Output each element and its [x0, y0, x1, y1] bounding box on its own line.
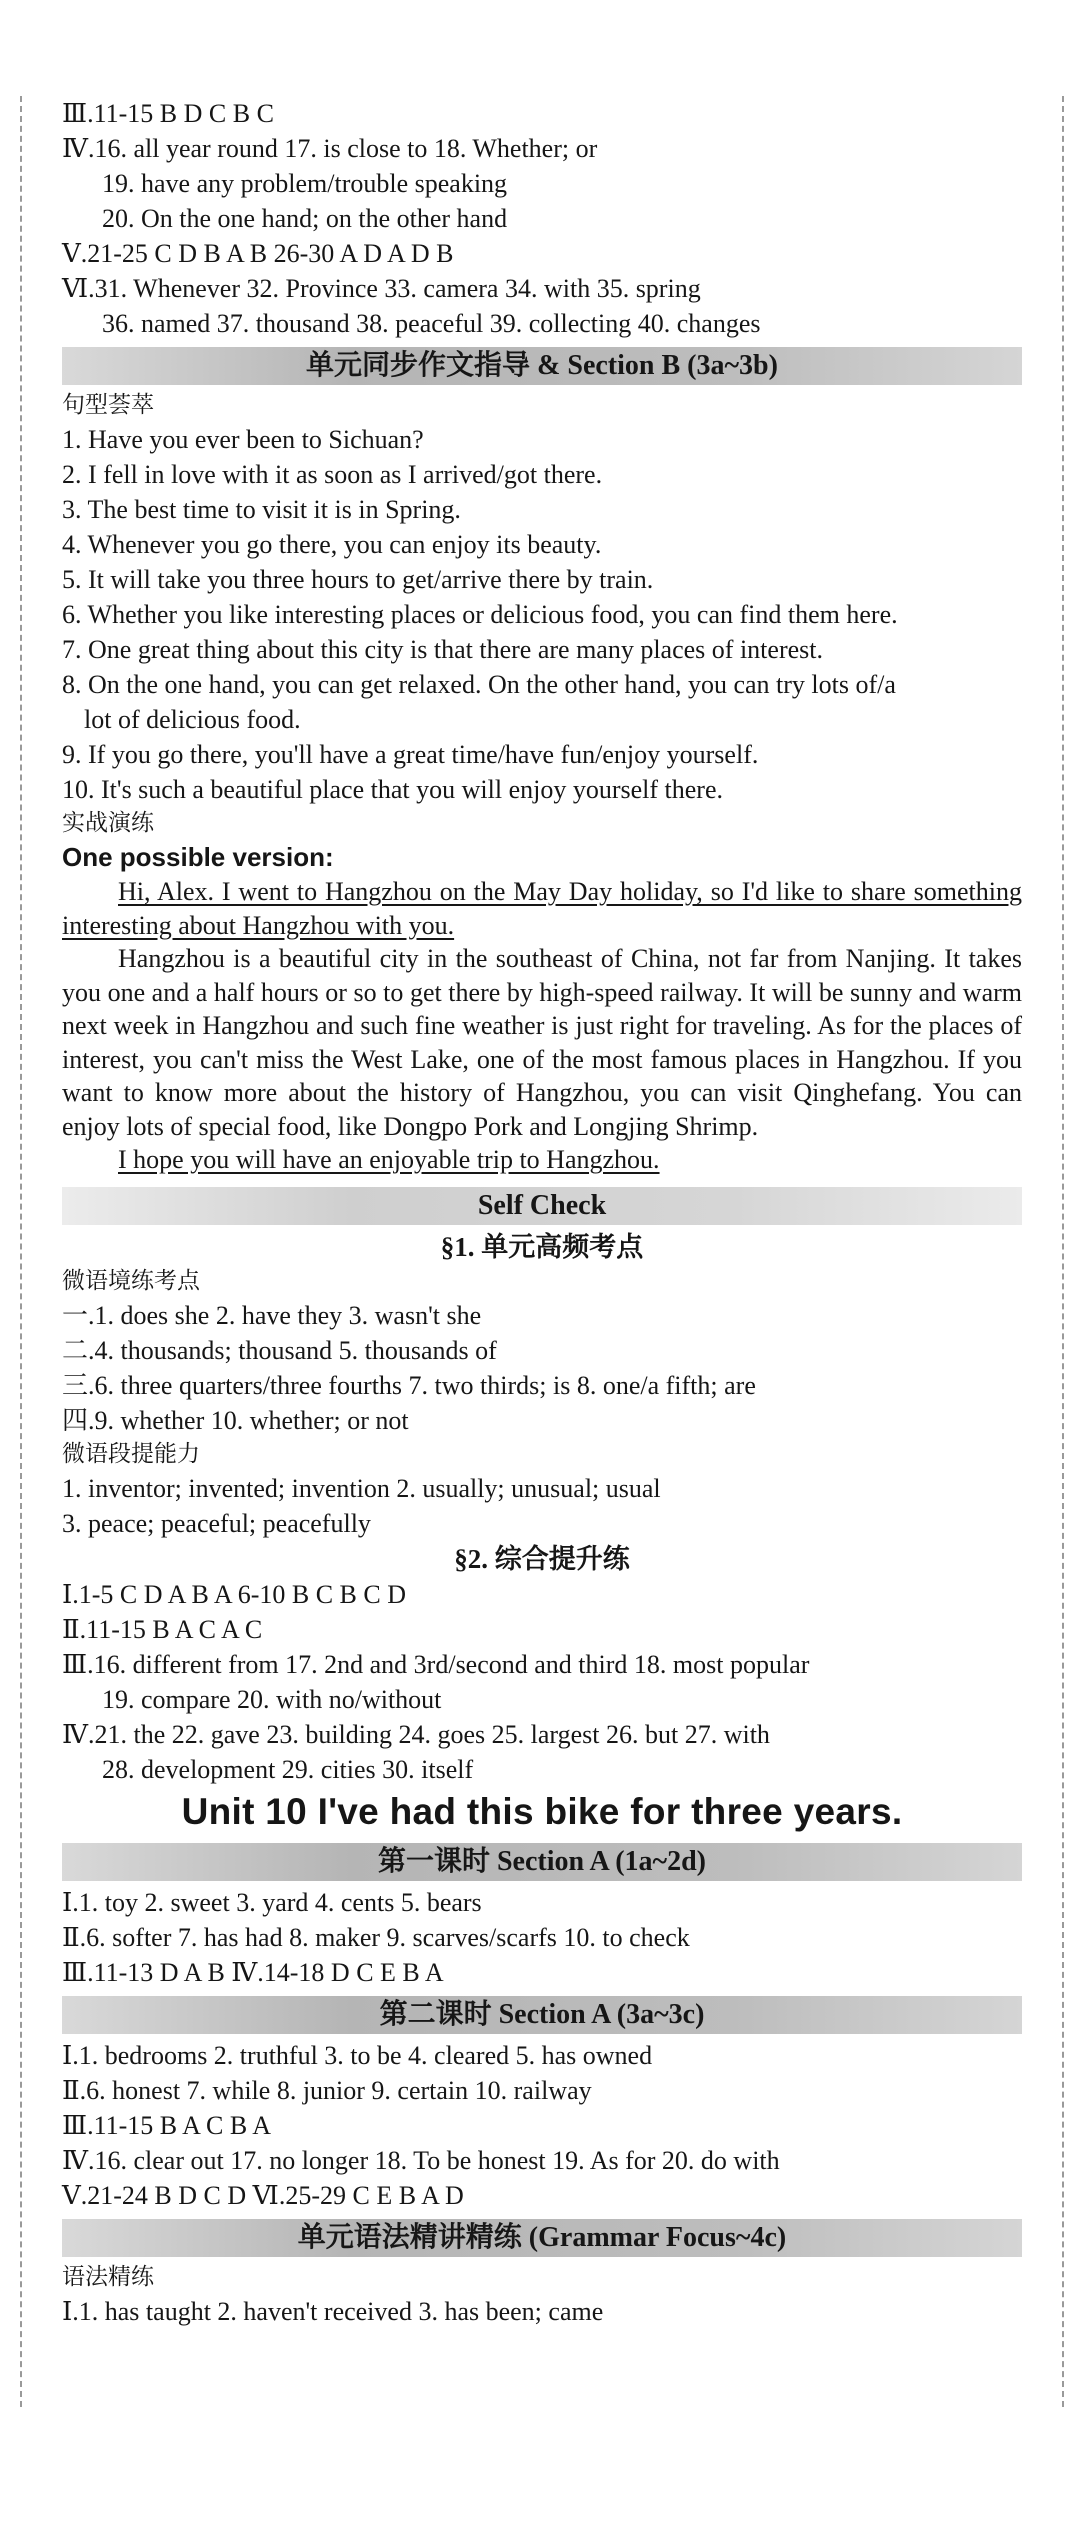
- writing-section-bar: 单元同步作文指导 & Section B (3a~3b): [62, 347, 1022, 385]
- lesson2-line: Ⅲ.11-15 B A C B A: [62, 2110, 272, 2140]
- top-answers: [62, 96, 1022, 341]
- s1-line: 二.4. thousands; thousand 5. thousands of: [62, 1335, 497, 1365]
- answer-line: 36. named 37. thousand 38. peaceful 39. collecting 40. changes: [102, 309, 761, 338]
- lesson2-bar: 第二课时 Section A (3a~3c): [62, 1996, 1022, 2034]
- sentence-heading: 句型荟萃: [62, 392, 154, 418]
- sentence-item: 7. One great thing about this city is that there are many places of interest.: [62, 635, 823, 664]
- s1-line: 一.1. does she 2. have they 3. wasn't she: [62, 1300, 482, 1330]
- s1-title: §1. 单元高频考点: [440, 1231, 644, 1262]
- lesson1-line: Ⅱ.6. softer 7. has had 8. maker 9. scarves/scarfs 10. to check: [62, 1922, 690, 1952]
- practice-heading: 实战演练: [62, 810, 154, 836]
- s1-line: 1. inventor; invented; invention 2. usually; unusual; usual: [62, 1473, 661, 1503]
- sentence-item: 3. The best time to visit it is in Spring.: [62, 495, 461, 524]
- s1-heading-b: 微语段提能力: [62, 1440, 200, 1467]
- s1-line: 三.6. three quarters/three fourths 7. two thirds; is 8. one/a fifth; are: [62, 1370, 756, 1400]
- sentence-item: 1. Have you ever been to Sichuan?: [62, 425, 424, 454]
- lesson1-line: Ⅲ.11-13 D A B Ⅳ.14-18 D C E B A: [62, 1957, 444, 1987]
- answer-line: 20. On the one hand; on the other hand: [102, 204, 508, 233]
- right-margin-dashes: [1062, 96, 1064, 2407]
- sentence-item: 2. I fell in love with it as soon as I arrived/got there.: [62, 460, 603, 489]
- lesson2-line: Ⅴ.21-24 B D C D Ⅵ.25-29 C E B A D: [62, 2180, 464, 2210]
- version-label: One possible version:: [62, 842, 334, 872]
- grammar-line: Ⅰ.1. has taught 2. haven't received 3. has been; came: [62, 2296, 604, 2326]
- essay-end-text: I hope you will have an enjoyable trip to Hangzhou.: [118, 1145, 660, 1174]
- grammar-heading: 语法精练: [62, 2263, 154, 2290]
- sentence-item: 5. It will take you three hours to get/arrive there by train.: [62, 565, 654, 594]
- essay-body: Hangzhou is a beautiful city in the southeast of China, not far from Nanjing. It takes you one and a half hours or so to get there by high-speed railway. It will be sunny and warm next week in Hangzhou and such fine weather is just right for traveling. As for the places of interest, you can't miss the West Lake, one of the most famous places in Hangzhou. If you want to know more about the history of Hangzhou, you can visit Qinghefang. You can enjoy lots of special food, like Dongpo Pork and Longjing Shrimp.: [62, 944, 1022, 1141]
- unit-title: Unit 10 I've had this bike for three years.: [181, 1790, 903, 1832]
- answer-line: Ⅵ.31. Whenever 32. Province 33. camera 34. with 35. spring: [62, 274, 701, 303]
- s1-heading-a: 微语境练考点: [62, 1267, 200, 1294]
- answer-line: 19. have any problem/trouble speaking: [102, 169, 508, 198]
- sentence-item-cont: lot of delicious food.: [84, 705, 301, 734]
- s2-line: Ⅱ.11-15 B A C A C: [62, 1614, 263, 1644]
- s1-line: 3. peace; peaceful; peacefully: [62, 1508, 371, 1538]
- answer-page: [62, 96, 1022, 2329]
- sentence-item: 6. Whether you like interesting places or delicious food, you can find them here.: [62, 600, 898, 629]
- essay: [62, 875, 1022, 1177]
- sentence-list: [62, 422, 1022, 807]
- s2-line: 19. compare 20. with no/without: [102, 1684, 442, 1714]
- lesson2-line: Ⅳ.16. clear out 17. no longer 18. To be honest 19. As for 20. do with: [62, 2145, 780, 2175]
- answer-line: Ⅳ.16. all year round 17. is close to 18. Whether; or: [62, 134, 598, 163]
- sentence-item: 8. On the one hand, you can get relaxed. On the other hand, you can try lots of/a: [62, 670, 896, 699]
- lesson1-bar: 第一课时 Section A (1a~2d): [62, 1843, 1022, 1881]
- s2-line: Ⅲ.16. different from 17. 2nd and 3rd/second and third 18. most popular: [62, 1649, 810, 1679]
- sentence-item: 4. Whenever you go there, you can enjoy its beauty.: [62, 530, 602, 559]
- answer-line: Ⅴ.21-25 C D B A B 26-30 A D A D B: [62, 239, 454, 268]
- grammar-bar: 单元语法精讲精练 (Grammar Focus~4c): [62, 2219, 1022, 2257]
- s1-line: 四.9. whether 10. whether; or not: [62, 1405, 409, 1435]
- self-check-bar: Self Check: [62, 1187, 1022, 1225]
- s2-line: Ⅳ.21. the 22. gave 23. building 24. goes 25. largest 26. but 27. with: [62, 1719, 770, 1749]
- sentence-item: 10. It's such a beautiful place that you will enjoy yourself there.: [62, 775, 723, 804]
- lesson2-line: Ⅱ.6. honest 7. while 8. junior 9. certain 10. railway: [62, 2075, 592, 2105]
- s2-title: §2. 综合提升练: [454, 1543, 630, 1574]
- answer-line: Ⅲ.11-15 B D C B C: [62, 99, 274, 128]
- s2-line: Ⅰ.1-5 C D A B A 6-10 B C B C D: [62, 1579, 407, 1609]
- sentence-item: 9. If you go there, you'll have a great time/have fun/enjoy yourself.: [62, 740, 759, 769]
- lesson1-line: Ⅰ.1. toy 2. sweet 3. yard 4. cents 5. bears: [62, 1887, 482, 1917]
- s2-line: 28. development 29. cities 30. itself: [102, 1754, 474, 1784]
- left-margin-dashes: [20, 96, 22, 2407]
- essay-intro-text: Hi, Alex. I went to Hangzhou on the May Day holiday, so I'd like to share something interesting about Hangzhou with you.: [62, 877, 1022, 940]
- lesson2-line: Ⅰ.1. bedrooms 2. truthful 3. to be 4. cleared 5. has owned: [62, 2040, 653, 2070]
- essay-end: [62, 1143, 1022, 1177]
- essay-intro: [62, 875, 1022, 942]
